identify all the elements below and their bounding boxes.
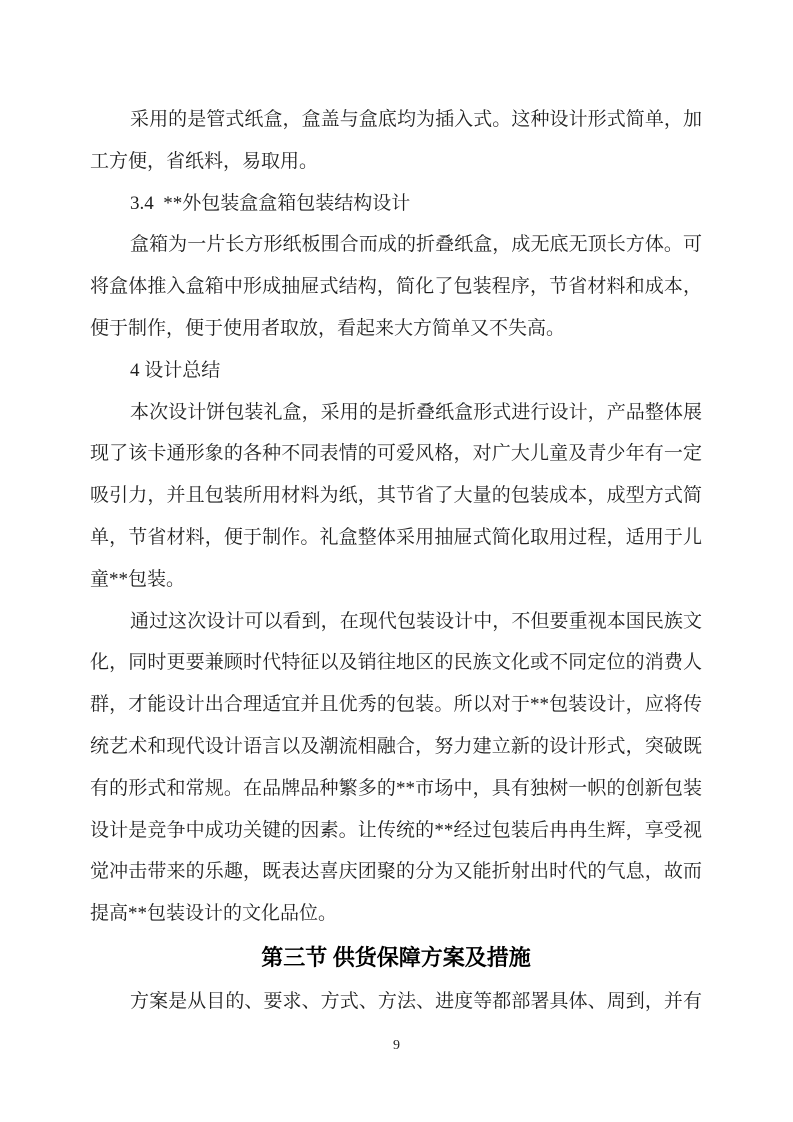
section-heading: 第三节 供货保障方案及措施 (261, 944, 531, 970)
text-line: 便于制作，便于使用者取放，看起来大方简单又不失高。 (90, 317, 566, 339)
text-line: 化，同时更要兼顾时代特征以及销往地区的民族文化或不同定位的消费人 (90, 652, 702, 674)
text-line: 设计是竞争中成功关键的因素。让传统的**经过包装后冉冉生辉，享受视 (90, 819, 702, 841)
text-line: 统艺术和现代设计语言以及潮流相融合，努力建立新的设计形式，突破既 (90, 735, 702, 757)
page-number: 9 (393, 1038, 400, 1053)
text-line: 通过这次设计可以看到，在现代包装设计中，不但要重视本国民族文 (130, 610, 702, 632)
text-line: 采用的是管式纸盒，盒盖与盒底均为插入式。这种设计形式简单，加 (130, 109, 702, 130)
subsection-heading-3-4: 3.4 **外包装盒盒箱包装结构设计 (130, 192, 411, 214)
text-line: 将盒体推入盒箱中形成抽屉式结构，简化了包装程序，节省材料和成本， (90, 276, 702, 298)
text-line: 单，节省材料，便于制作。礼盒整体采用抽屉式简化取用过程，适用于儿 (90, 526, 702, 548)
text-line: 觉冲击带来的乐趣，既表达喜庆团聚的分为又能折射出时代的气息，故而 (90, 861, 702, 883)
subsection-heading-4: 4 设计总结 (130, 359, 221, 381)
text-line: 有的形式和常规。在品牌品种繁多的**市场中，具有独树一帜的创新包装 (90, 777, 702, 799)
text-line: 盒箱为一片长方形纸板围合而成的折叠纸盒，成无底无顶长方体。可 (130, 234, 702, 256)
document-body (90, 99, 702, 1023)
text-line: 吸引力，并且包装所用材料为纸，其节省了大量的包装成本，成型方式简 (90, 485, 702, 507)
text-line: 本次设计饼包装礼盒，采用的是折叠纸盒形式进行设计，产品整体展 (130, 401, 702, 423)
text-line: 童**包装。 (90, 568, 186, 590)
text-line: 工方便，省纸料，易取用。 (90, 150, 319, 172)
text-line: 提高**包装设计的文化品位。 (90, 903, 338, 925)
text-line: 方案是从目的、要求、方式、方法、进度等都部署具体、周到，并有 (130, 990, 702, 1012)
text-line: 现了该卡通形象的各种不同表情的可爱风格，对广大儿童及青少年有一定 (90, 443, 702, 465)
text-line: 群，才能设计出合理适宜并且优秀的包装。所以对于**包装设计，应将传 (90, 694, 702, 716)
